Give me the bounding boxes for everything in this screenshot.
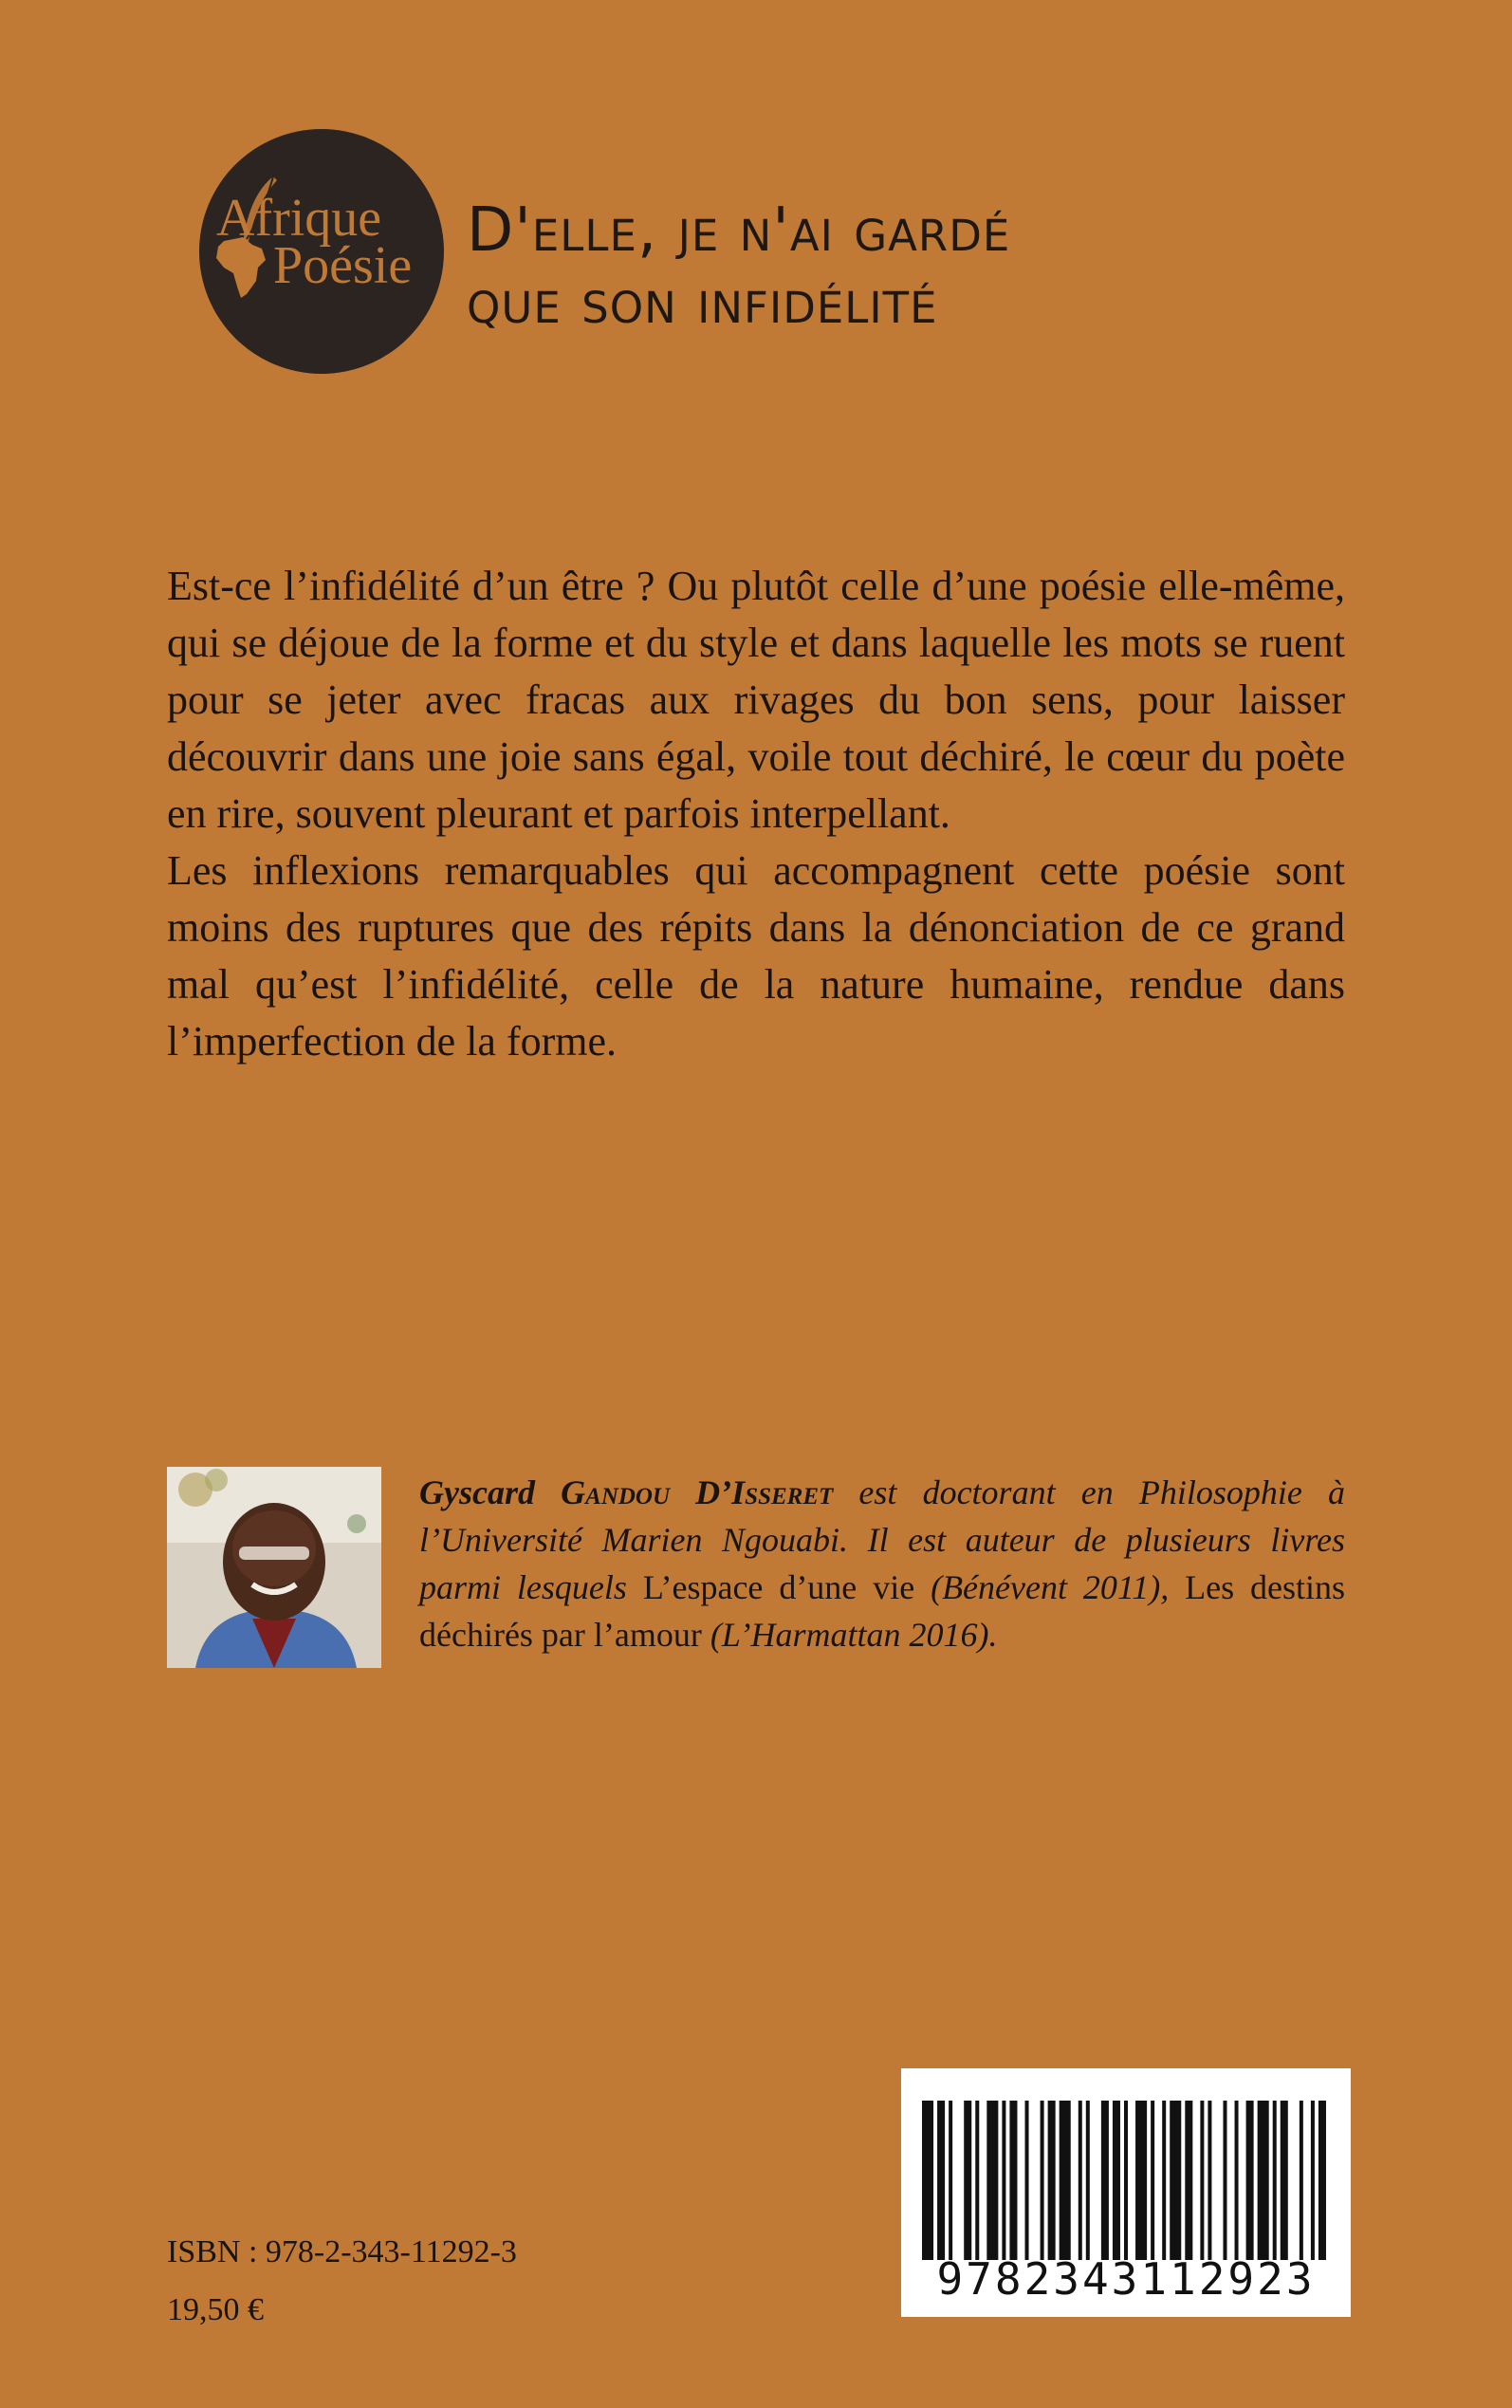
barcode-bar <box>1311 2101 1315 2260</box>
barcode <box>901 2068 1351 2317</box>
barcode-bar <box>1281 2101 1288 2260</box>
logo-line-poesie: Poésie <box>273 236 413 295</box>
barcode-bar <box>922 2101 933 2260</box>
barcode-bar <box>1162 2101 1166 2260</box>
barcode-bar <box>1318 2101 1326 2260</box>
barcode-bar <box>949 2101 952 2260</box>
author-bio-text: est doctorant en Philosophie à l’Université Marien Ngouabi. Il est auteur de plusieurs livres parmi lesquels <box>419 1473 1345 1606</box>
barcode-bar <box>975 2101 979 2260</box>
barcode-bar <box>1101 2101 1109 2260</box>
barcode-bar <box>1124 2101 1128 2260</box>
barcode-bar <box>1258 2101 1269 2260</box>
author-first-name: Gyscard <box>419 1473 562 1511</box>
book-title-line2: que son infidélité <box>467 268 938 338</box>
barcode-bar <box>1009 2101 1017 2260</box>
book2-info: (L’Harmattan 2016). <box>701 1616 998 1654</box>
barcode-bar <box>1200 2101 1204 2260</box>
isbn-label: ISBN : 978-2-343-11292-3 <box>167 2234 517 2269</box>
book1-title: L’espace d’une vie <box>642 1568 915 1606</box>
book2-title: Les destins déchirés par l’amour <box>419 1568 1345 1654</box>
blurb-paragraph-2: Les inflexions remarquables qui accompagnent cette poésie sont moins des ruptures que des répits dans la dénonciation de ce grand mal qu’est l’infidélité, celle de la nature humaine, rendue dans l’imperfection de la forme. <box>167 847 1345 1065</box>
book-title <box>467 194 1010 339</box>
barcode-digits: 9782343112923 <box>936 2253 1316 2305</box>
barcode-bar <box>937 2101 945 2260</box>
author-last-name: Gandou D’Isseret <box>561 1473 834 1511</box>
barcode-bar <box>1086 2101 1090 2260</box>
back-cover-blurb <box>167 558 1345 1070</box>
blurb-paragraph-1: Est-ce l’infidélité d’un être ? Ou plutôt celle d’une poésie elle-même, qui se déjoue de la forme et du style et dans laquelle les mots se ruent pour se jeter avec fracas aux rivages du bon sens, pour laisser découvrir dans une joie sans égal, voile tout déchiré, le cœur du poète en rire, souvent pleurant et parfois interpellant. <box>167 563 1345 837</box>
barcode-bar <box>1185 2101 1192 2260</box>
logo-line-afrique: Afrique <box>216 189 382 248</box>
barcode-bar <box>1246 2101 1254 2260</box>
price-label: 19,50 € <box>167 2292 264 2327</box>
barcode-bar <box>1041 2101 1044 2260</box>
barcode-bar <box>1170 2101 1181 2260</box>
barcode-bar <box>1060 2101 1071 2260</box>
barcode-bar <box>1300 2101 1303 2260</box>
barcode-bar <box>1223 2101 1226 2260</box>
barcode-bar <box>1048 2101 1056 2260</box>
barcode-bar <box>1208 2101 1211 2260</box>
barcode-bar <box>1113 2101 1120 2260</box>
book1-info: (Bénévent 2011), <box>914 1568 1186 1606</box>
barcode-bar <box>1273 2101 1277 2260</box>
book-title-line1: D'elle, je n'ai gardé <box>467 195 1011 266</box>
barcode-bar <box>964 2101 971 2260</box>
barcode-bar <box>1151 2101 1154 2260</box>
barcode-bar <box>1135 2101 1147 2260</box>
barcode-bars <box>922 2101 1330 2260</box>
barcode-bar <box>1079 2101 1082 2260</box>
logo-text <box>199 189 455 295</box>
barcode-bar <box>1235 2101 1239 2260</box>
author-bio <box>419 1469 1345 1658</box>
barcode-bar <box>1025 2101 1029 2260</box>
author-photo <box>167 1467 381 1668</box>
barcode-bar <box>1002 2101 1005 2260</box>
barcode-bar <box>986 2101 998 2260</box>
